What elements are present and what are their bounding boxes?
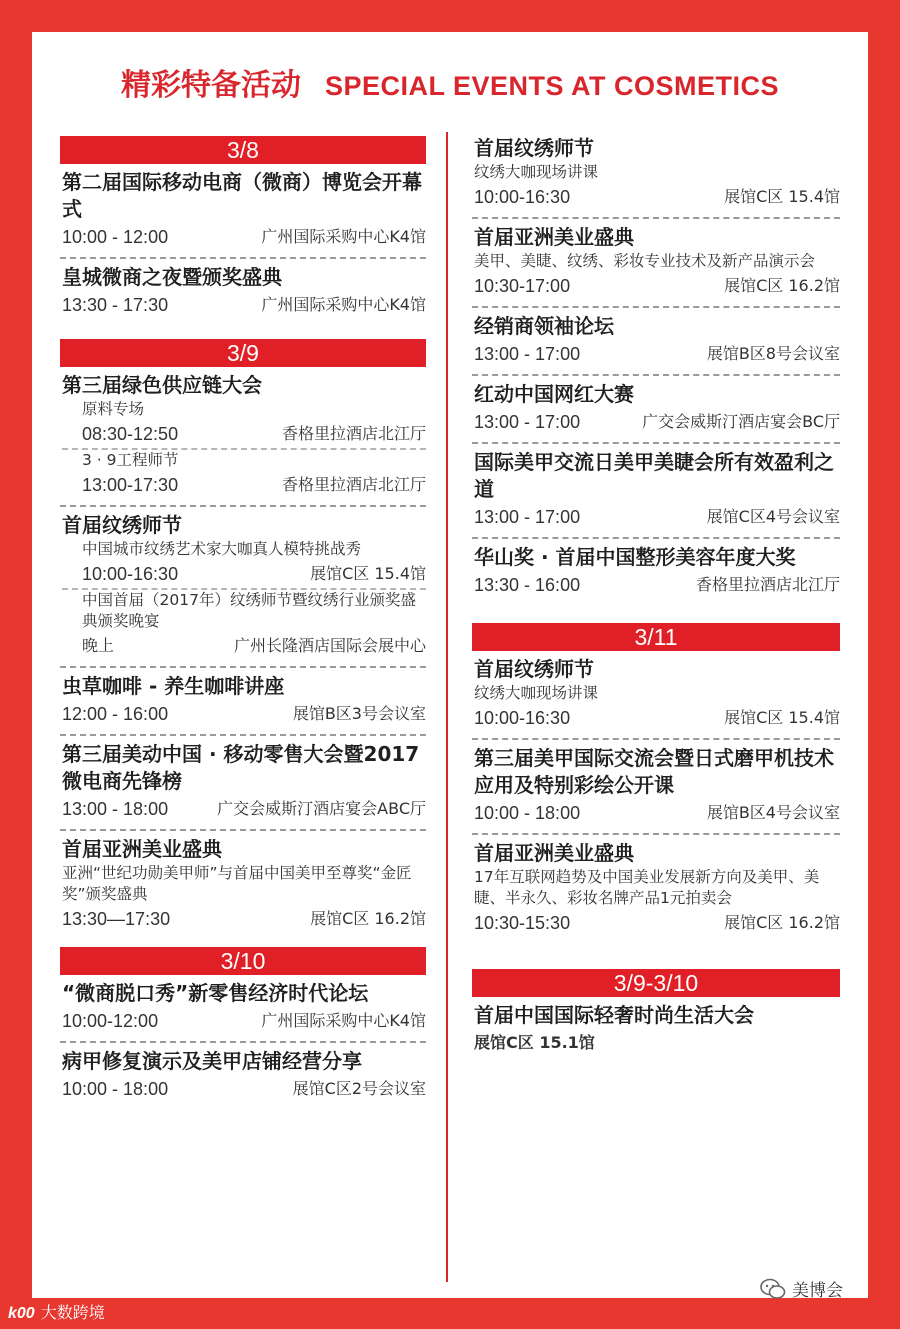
event-item bbox=[472, 130, 840, 219]
event-title: 首届中国国际轻奢时尚生活大会 bbox=[474, 1003, 754, 1027]
event-item bbox=[60, 736, 426, 831]
right-column bbox=[472, 130, 840, 1063]
title-cn: 精彩特备活动 bbox=[120, 68, 301, 103]
event-item bbox=[472, 444, 840, 539]
event-time: 13:30—17:30 bbox=[62, 909, 171, 929]
event-venue: 展馆C区 16.2馆 bbox=[724, 276, 840, 295]
event-venue: 展馆C区 15.4馆 bbox=[724, 708, 840, 727]
event-venue: 香格里拉酒店北江厅 bbox=[695, 575, 840, 594]
event-venue: 广交会威斯汀酒店宴会BC厅 bbox=[642, 412, 840, 431]
watermark-left bbox=[8, 1300, 105, 1323]
event-title: “微商脱口秀”新零售经济时代论坛 bbox=[62, 981, 369, 1005]
event-time: 10:00 - 12:00 bbox=[62, 227, 169, 247]
event-title: 第二届国际移动电商（微商）博览会开幕式 bbox=[62, 170, 422, 221]
event-session bbox=[62, 590, 426, 660]
event-title: 首届亚洲美业盛典 bbox=[474, 841, 634, 865]
event-time: 13:00 - 18:00 bbox=[62, 799, 169, 819]
session-time: 13:00-17:30 bbox=[82, 475, 179, 495]
event-item bbox=[472, 651, 840, 740]
event-item bbox=[60, 831, 426, 939]
event-time: 10:00-16:30 bbox=[474, 708, 571, 728]
date-bar-3-9: 3/9 bbox=[60, 339, 426, 367]
page-title bbox=[0, 60, 900, 104]
event-item bbox=[472, 740, 840, 835]
event-item bbox=[472, 539, 840, 605]
event-time: 10:00 - 18:00 bbox=[474, 803, 581, 823]
event-item bbox=[60, 367, 426, 507]
event-venue: 广交会威斯汀酒店宴会ABC厅 bbox=[217, 799, 426, 818]
event-venue: 展馆C区2号会议室 bbox=[292, 1079, 426, 1098]
event-session bbox=[62, 539, 426, 590]
event-title: 第三届美动中国 · 移动零售大会暨2017微电商先锋榜 bbox=[62, 742, 420, 793]
session-venue: 展馆C区 15.4馆 bbox=[310, 564, 426, 583]
session-time: 晚上 bbox=[82, 636, 115, 655]
event-time: 10:30-15:30 bbox=[474, 913, 571, 933]
event-item bbox=[60, 164, 426, 259]
wechat-icon bbox=[760, 1278, 786, 1300]
session-venue: 广州长隆酒店国际会展中心 bbox=[233, 636, 426, 655]
session-desc: 中国首届（2017年）纹绣师节暨纹绣行业颁奖盛典颁奖晚宴 bbox=[82, 591, 416, 630]
watermark-text: 大数跨境 bbox=[40, 1303, 105, 1322]
event-item bbox=[60, 668, 426, 736]
watermark-text: 美博会 bbox=[792, 1281, 843, 1301]
event-item bbox=[472, 997, 840, 1063]
event-venue: 展馆C区 16.2馆 bbox=[724, 913, 840, 932]
event-time: 13:00 - 17:00 bbox=[474, 507, 581, 527]
session-time: 08:30-12:50 bbox=[82, 424, 179, 444]
event-title: 虫草咖啡 - 养生咖啡讲座 bbox=[62, 674, 285, 698]
event-item bbox=[472, 219, 840, 308]
event-title: 第三届美甲国际交流会暨日式磨甲机技术应用及特别彩绘公开课 bbox=[474, 746, 834, 797]
event-time: 10:30-17:00 bbox=[474, 276, 571, 296]
event-venue: 广州国际采购中心K4馆 bbox=[261, 295, 426, 314]
event-venue: 展馆C区 15.4馆 bbox=[724, 187, 840, 206]
event-time: 13:00 - 17:00 bbox=[474, 412, 581, 432]
event-time: 12:00 - 16:00 bbox=[62, 704, 169, 724]
column-divider bbox=[446, 132, 448, 1282]
event-title: 华山奖 · 首届中国整形美容年度大奖 bbox=[474, 545, 796, 569]
event-time: 10:00-12:00 bbox=[62, 1011, 159, 1031]
date-bar-3-11: 3/11 bbox=[472, 623, 840, 651]
event-time: 13:30 - 17:30 bbox=[62, 295, 169, 315]
event-title: 首届纹绣师节 bbox=[474, 136, 594, 160]
event-desc: 纹绣大咖现场讲课 bbox=[474, 684, 599, 702]
event-title: 第三届绿色供应链大会 bbox=[62, 373, 262, 397]
watermark-right bbox=[760, 1276, 843, 1301]
session-desc: 中国城市纹绣艺术家大咖真人模特挑战秀 bbox=[82, 540, 362, 558]
title-en: SPECIAL EVENTS AT COSMETICS bbox=[324, 71, 780, 101]
date-bar-3-8: 3/8 bbox=[60, 136, 426, 164]
event-item bbox=[472, 308, 840, 376]
event-venue: 展馆B区8号会议室 bbox=[706, 344, 840, 363]
event-venue: 展馆B区3号会议室 bbox=[292, 704, 426, 723]
event-title: 首届纹绣师节 bbox=[62, 513, 182, 537]
event-item bbox=[60, 975, 426, 1043]
event-venue: 展馆C区4号会议室 bbox=[706, 507, 840, 526]
date-bar-3-9-3-10: 3/9-3/10 bbox=[472, 969, 840, 997]
event-item bbox=[472, 376, 840, 444]
event-venue: 展馆C区 16.2馆 bbox=[310, 909, 426, 928]
left-column bbox=[60, 136, 426, 1109]
session-venue: 香格里拉酒店北江厅 bbox=[281, 475, 426, 494]
session-desc: 3 · 9工程师节 bbox=[82, 451, 179, 469]
event-session bbox=[62, 450, 426, 499]
event-title: 皇城微商之夜暨颁奖盛典 bbox=[62, 265, 282, 289]
event-title: 国际美甲交流日美甲美睫会所有效盈利之道 bbox=[474, 450, 834, 501]
event-title: 病甲修复演示及美甲店铺经营分享 bbox=[62, 1049, 362, 1073]
event-title: 经销商领袖论坛 bbox=[474, 314, 614, 338]
event-title: 红动中国网红大赛 bbox=[474, 382, 634, 406]
brand-logo: k00 bbox=[8, 1305, 35, 1322]
event-item bbox=[60, 507, 426, 668]
event-item bbox=[472, 835, 840, 943]
event-desc: 美甲、美睫、纹绣、彩妆专业技术及新产品演示会 bbox=[474, 252, 816, 270]
event-item bbox=[60, 1043, 426, 1109]
event-venue: 展馆B区4号会议室 bbox=[706, 803, 840, 822]
session-desc: 原料专场 bbox=[82, 400, 145, 418]
event-title: 首届亚洲美业盛典 bbox=[474, 225, 634, 249]
session-venue: 香格里拉酒店北江厅 bbox=[281, 424, 426, 443]
event-session bbox=[62, 399, 426, 450]
event-time: 10:00-16:30 bbox=[474, 187, 571, 207]
event-item bbox=[60, 259, 426, 325]
event-venue: 广州国际采购中心K4馆 bbox=[261, 227, 426, 246]
event-desc: 17年互联网趋势及中国美业发展新方向及美甲、美睫、半永久、彩妆名牌产品1元拍卖会 bbox=[474, 868, 820, 907]
date-bar-3-10: 3/10 bbox=[60, 947, 426, 975]
session-time: 10:00-16:30 bbox=[82, 564, 179, 584]
event-title: 首届纹绣师节 bbox=[474, 657, 594, 681]
event-time: 13:30 - 16:00 bbox=[474, 575, 581, 595]
event-desc: 纹绣大咖现场讲课 bbox=[474, 163, 599, 181]
event-time: 10:00 - 18:00 bbox=[62, 1079, 169, 1099]
event-title: 首届亚洲美业盛典 bbox=[62, 837, 222, 861]
event-venue: 展馆C区 15.1馆 bbox=[474, 1033, 595, 1052]
event-time: 13:00 - 17:00 bbox=[474, 344, 581, 364]
event-venue: 广州国际采购中心K4馆 bbox=[261, 1011, 426, 1030]
event-desc: 亚洲“世纪功勋美甲师”与首届中国美甲至尊奖“金匠奖”颁奖盛典 bbox=[62, 864, 412, 903]
